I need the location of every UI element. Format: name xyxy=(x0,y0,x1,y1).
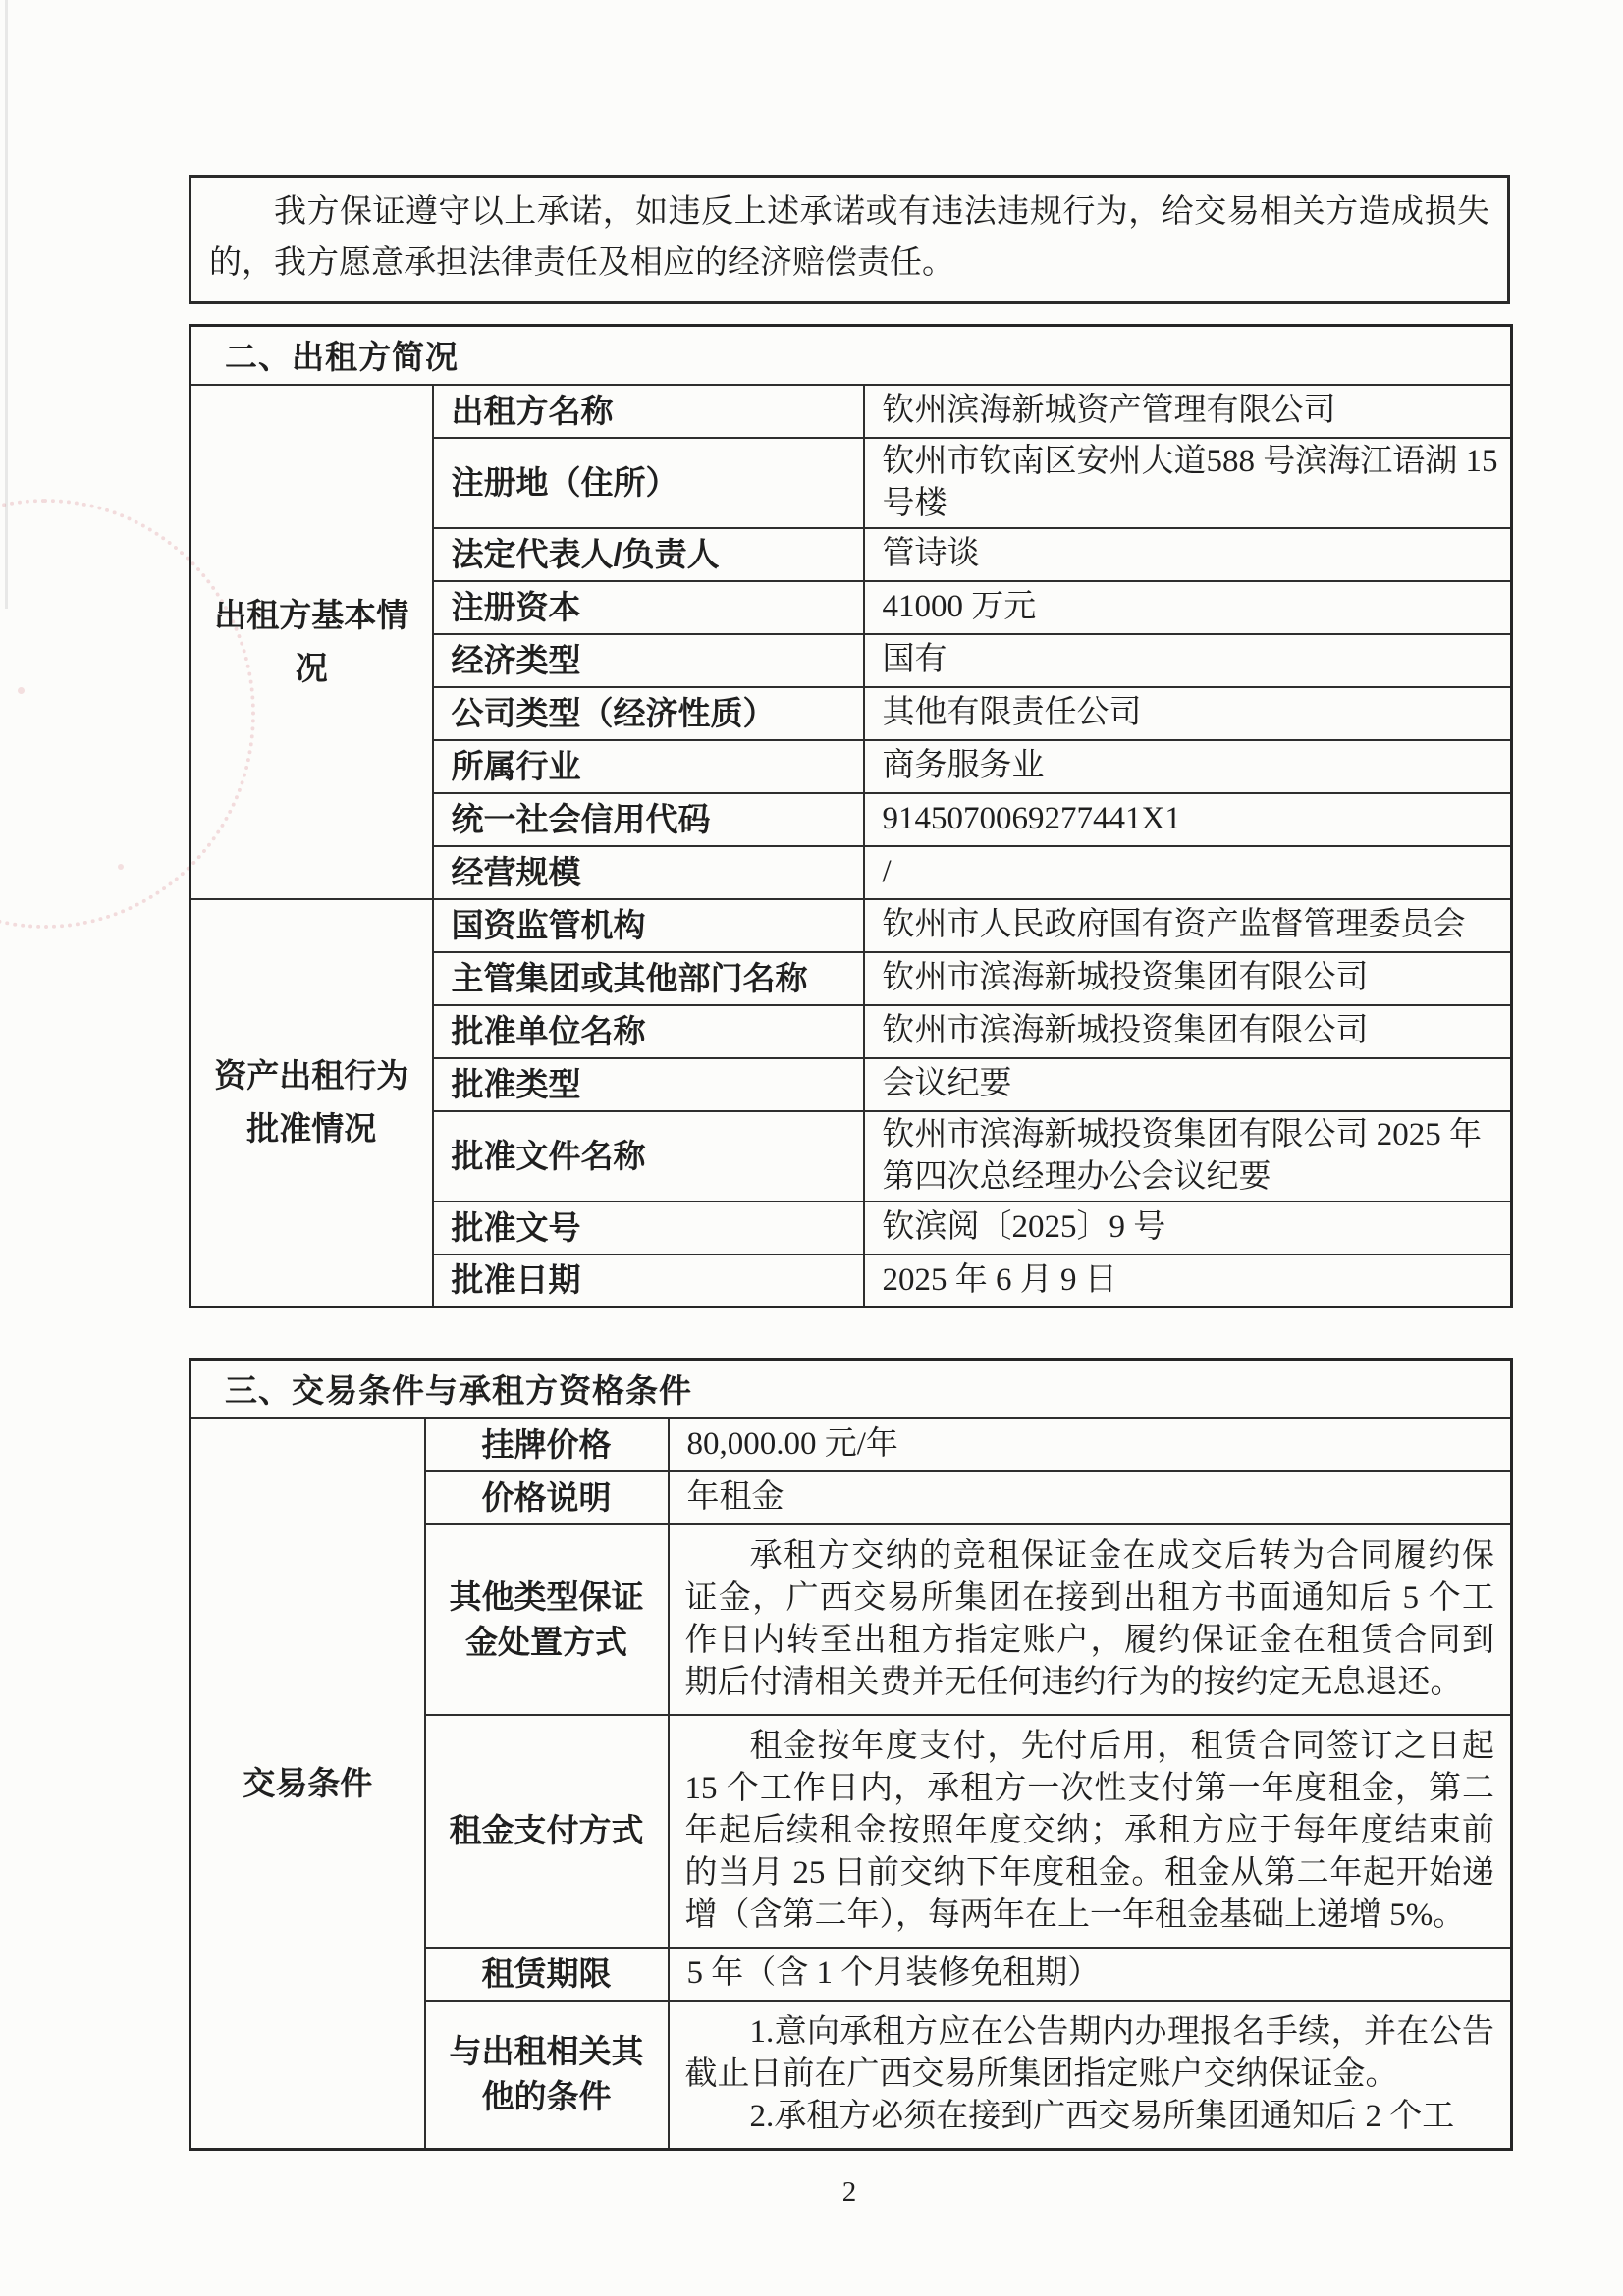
field-label: 挂牌价格 xyxy=(425,1418,669,1471)
field-value: 41000 万元 xyxy=(864,581,1512,634)
field-label: 统一社会信用代码 xyxy=(433,793,864,846)
seal-speckle xyxy=(118,864,124,870)
field-paragraph: 1.意向承租方应在公告期内办理报名手续，并在公告截止日前在广西交易所集团指定账户交纳保证金。 xyxy=(684,2013,1495,2092)
field-value: 2025 年 6 月 9 日 xyxy=(864,1255,1512,1308)
field-label: 公司类型（经济性质） xyxy=(433,687,864,740)
field-label: 经营规模 xyxy=(433,846,864,899)
page-number: 2 xyxy=(841,2175,857,2208)
field-label: 主管集团或其他部门名称 xyxy=(433,952,864,1005)
field-label: 租赁期限 xyxy=(425,1948,669,2001)
commitment-notice-box xyxy=(189,175,1510,304)
field-label: 批准文件名称 xyxy=(433,1111,864,1201)
field-label: 价格说明 xyxy=(425,1471,669,1524)
field-value: 9145070069277441X1 xyxy=(864,793,1512,846)
field-label: 注册资本 xyxy=(433,581,864,634)
group-label-transaction-conditions: 交易条件 xyxy=(190,1418,425,2150)
field-value xyxy=(669,1524,1512,1715)
group-label-basic-info: 出租方基本情况 xyxy=(190,385,433,899)
section-title-lessor-profile: 二、出租方简况 xyxy=(190,326,1512,385)
field-label: 经济类型 xyxy=(433,634,864,687)
commitment-notice-text: 我方保证遵守以上承诺，如违反上述承诺或有违法违规行为，给交易相关方造成损失的，我方愿意承担法律责任及相应的经济赔偿责任。 xyxy=(209,194,1489,281)
field-value: 会议纪要 xyxy=(864,1058,1512,1111)
transaction-conditions-table xyxy=(189,1358,1513,2151)
field-label: 批准单位名称 xyxy=(433,1005,864,1058)
field-label: 其他类型保证金处置方式 xyxy=(425,1524,669,1715)
field-value: 年租金 xyxy=(669,1471,1512,1524)
page-content xyxy=(189,0,1510,2209)
field-value: 80,000.00 元/年 xyxy=(669,1418,1512,1471)
field-value: 钦州市人民政府国有资产监督管理委员会 xyxy=(864,899,1512,952)
field-label: 注册地（住所） xyxy=(433,438,864,528)
field-paragraph: 承租方交纳的竞租保证金在成交后转为合同履约保证金，广西交易所集团在接到出租方书面通知后 5 个工作日内转至出租方指定账户，履约保证金在租赁合同到期后付清相关费并无任何违约行为的按约定无息退还。 xyxy=(684,1537,1495,1700)
field-label: 租金支付方式 xyxy=(425,1715,669,1948)
field-value: 管诗谈 xyxy=(864,528,1512,581)
field-label: 与出租相关其他的条件 xyxy=(425,2001,669,2150)
field-value: 钦州市滨海新城投资集团有限公司 2025 年第四次总经理办公会议纪要 xyxy=(864,1111,1512,1201)
field-value: 商务服务业 xyxy=(864,740,1512,793)
field-value: 钦州滨海新城资产管理有限公司 xyxy=(864,385,1512,438)
field-label: 所属行业 xyxy=(433,740,864,793)
field-label: 国资监管机构 xyxy=(433,899,864,952)
field-value xyxy=(669,1715,1512,1948)
field-label: 批准文号 xyxy=(433,1201,864,1255)
field-paragraph: 2.承租方必须在接到广西交易所集团通知后 2 个工 xyxy=(749,2098,1455,2134)
field-value xyxy=(669,2001,1512,2150)
field-value: 5 年（含 1 个月装修免租期） xyxy=(669,1948,1512,2001)
field-value: 国有 xyxy=(864,634,1512,687)
lessor-profile-table xyxy=(189,324,1513,1308)
field-label: 批准日期 xyxy=(433,1255,864,1308)
field-label: 法定代表人/负责人 xyxy=(433,528,864,581)
field-label: 出租方名称 xyxy=(433,385,864,438)
group-label-approval-info: 资产出租行为批准情况 xyxy=(190,899,433,1308)
field-value: / xyxy=(864,846,1512,899)
field-label: 批准类型 xyxy=(433,1058,864,1111)
field-value: 钦州市滨海新城投资集团有限公司 xyxy=(864,1005,1512,1058)
field-value: 钦滨阅〔2025〕9 号 xyxy=(864,1201,1512,1255)
seal-speckle xyxy=(18,687,25,694)
field-paragraph: 租金按年度支付，先付后用，租赁合同签订之日起 15 个工作日内，承租方一次性支付第一年度租金，第二年起后续租金按照年度交纳；承租方应于每年度结束前的当月 25 日前交纳下年度租金。租金从第二年起开始递增（含第二年），每两年在上一年租金基础上递增 5%。 xyxy=(684,1728,1495,1933)
field-value: 钦州市滨海新城投资集团有限公司 xyxy=(864,952,1512,1005)
section-title-transaction-conditions: 三、交易条件与承租方资格条件 xyxy=(190,1360,1512,1418)
field-value: 其他有限责任公司 xyxy=(864,687,1512,740)
field-value: 钦州市钦南区安州大道588 号滨海江语湖 15 号楼 xyxy=(864,438,1512,528)
